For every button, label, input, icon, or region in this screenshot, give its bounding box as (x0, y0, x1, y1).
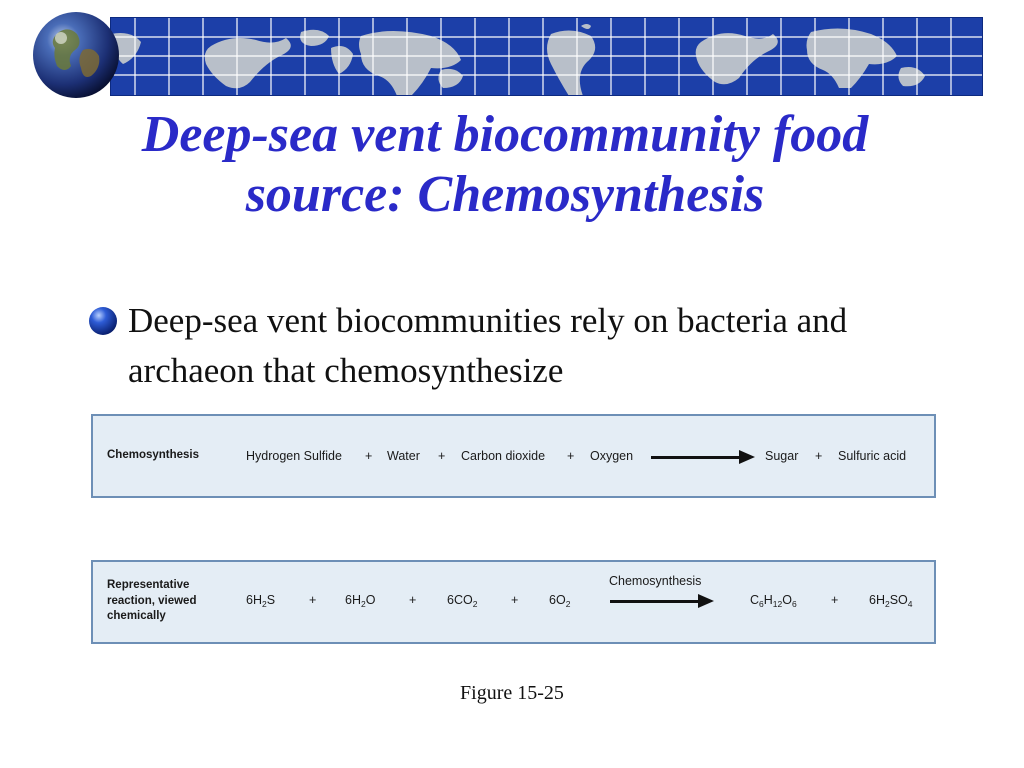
reactant-carbon-dioxide: Carbon dioxide (461, 449, 546, 463)
reactant-6h2o: $6H_2O$ (345, 593, 376, 609)
product-sugar: Sugar (765, 449, 799, 463)
word-equation-label: Chemosynthesis (107, 449, 200, 461)
bullet-text: Deep-sea vent biocommunities rely on bacteria and archaeon that chemosynthesize (128, 301, 848, 391)
plus-sign: + (567, 449, 575, 463)
chemical-equation-box (91, 560, 936, 644)
plus-sign: + (365, 449, 373, 463)
plus-sign: + (815, 449, 823, 463)
word-equation-box (91, 414, 936, 498)
reactant-6h2s: $6H_2S$ (246, 593, 276, 609)
world-map-banner (110, 17, 983, 96)
product-sulfuric-acid: Sulfuric acid (838, 449, 907, 463)
slide-title: Deep-sea vent biocommunity food source: Chemosynthesis (141, 106, 869, 223)
arrow-icon (651, 456, 741, 459)
plus-sign: + (511, 593, 519, 607)
chemical-equation-label: Representative reaction, viewed chemically (107, 579, 197, 623)
bullet-sphere-icon (88, 306, 118, 336)
reactant-6o2: $6O_2$ (549, 593, 571, 609)
reactant-hydrogen-sulfide: Hydrogen Sulfide (246, 449, 342, 463)
figure-caption: Figure 15-25 (460, 682, 564, 704)
reactant-water: Water (387, 449, 420, 463)
plus-sign: + (309, 593, 317, 607)
arrow-icon (610, 600, 700, 603)
plus-sign: + (438, 449, 446, 463)
plus-sign: + (831, 593, 839, 607)
globe-icon (31, 10, 121, 100)
arrow-label: Chemosynthesis (609, 574, 702, 588)
plus-sign: + (409, 593, 417, 607)
reactant-oxygen: Oxygen (590, 449, 634, 463)
product-6h2so4: $6H_2SO_4$ (869, 593, 913, 609)
product-glucose: $C_6H_{12}O_6$ (750, 593, 797, 609)
reactant-6co2: $6CO_2$ (447, 593, 478, 609)
world-map-graphic (111, 18, 982, 95)
